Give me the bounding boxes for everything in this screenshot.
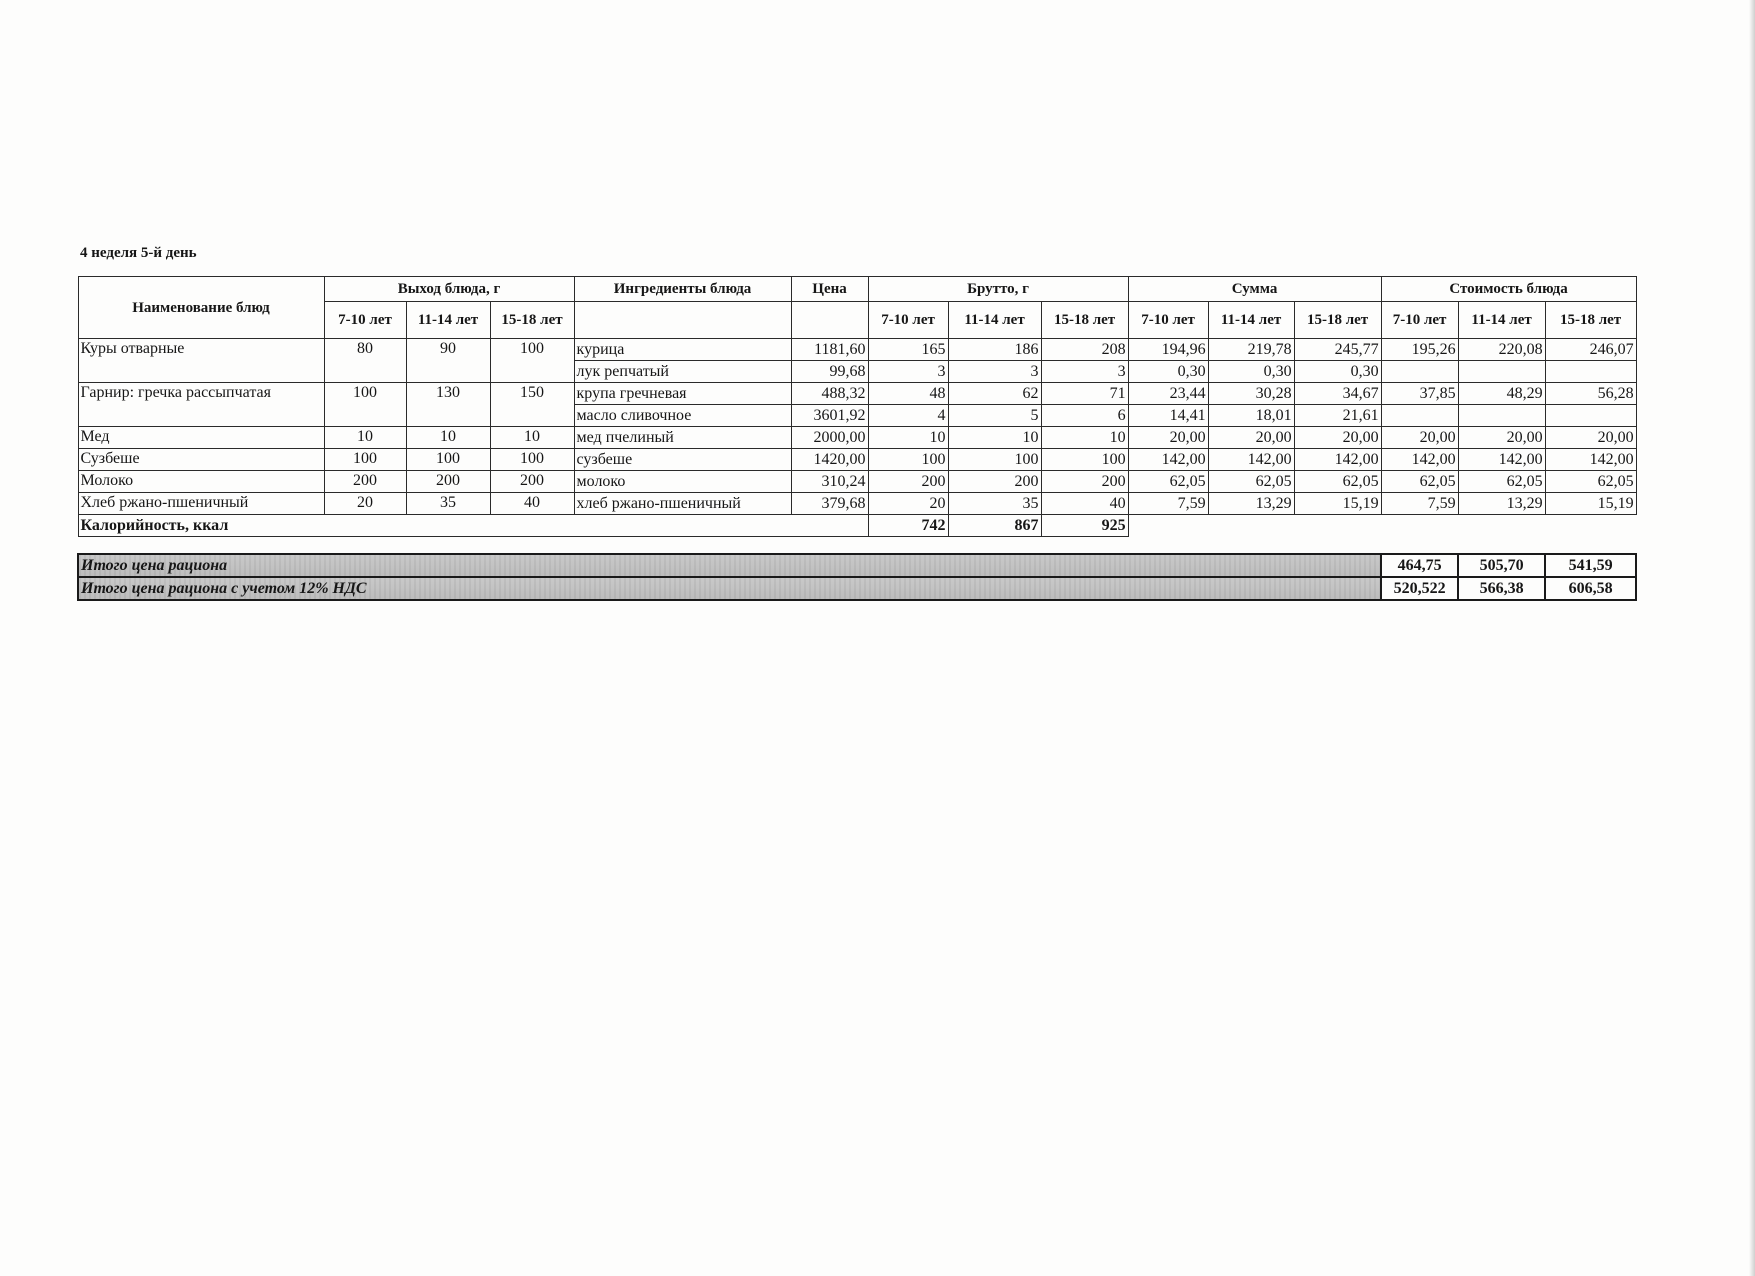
- output-cell: 200: [324, 471, 406, 493]
- sum-cell: 0,30: [1208, 361, 1294, 383]
- cost-cell: 13,29: [1458, 493, 1545, 515]
- brutto-cell: 3: [868, 361, 948, 383]
- header-age-cost: 7-10 лет: [1381, 302, 1458, 339]
- sum-cell: 194,96: [1128, 339, 1208, 361]
- cost-cell: 220,08: [1458, 339, 1545, 361]
- brutto-cell: 71: [1041, 383, 1128, 405]
- output-cell: 10: [324, 427, 406, 449]
- output-cell: 20: [324, 493, 406, 515]
- brutto-cell: 62: [948, 383, 1041, 405]
- header-brutto: Брутто, г: [868, 277, 1128, 302]
- cost-cell: 142,00: [1381, 449, 1458, 471]
- price-cell: 99,68: [791, 361, 868, 383]
- header-dish-cost: Стоимость блюда: [1381, 277, 1636, 302]
- sum-cell: 21,61: [1294, 405, 1381, 427]
- output-cell: 10: [490, 427, 574, 449]
- sum-cell: 15,19: [1294, 493, 1381, 515]
- sum-cell: 142,00: [1208, 449, 1294, 471]
- total-value: 464,75: [1381, 554, 1458, 577]
- header-age-output: 7-10 лет: [324, 302, 406, 339]
- header-age-brutto: 15-18 лет: [1041, 302, 1128, 339]
- output-cell: 200: [490, 471, 574, 493]
- brutto-cell: 10: [1041, 427, 1128, 449]
- sum-cell: 14,41: [1128, 405, 1208, 427]
- total-value: 606,58: [1545, 577, 1636, 600]
- brutto-cell: 100: [868, 449, 948, 471]
- calories-value: 925: [1041, 515, 1128, 537]
- cost-cell: 62,05: [1458, 471, 1545, 493]
- sum-cell: 20,00: [1128, 427, 1208, 449]
- output-cell: 200: [406, 471, 490, 493]
- table-row: [78, 449, 1636, 471]
- table-row: [78, 493, 1636, 515]
- header-ingredients-blank: [574, 302, 791, 339]
- sum-cell: 34,67: [1294, 383, 1381, 405]
- sum-cell: 13,29: [1208, 493, 1294, 515]
- cost-cell: [1545, 361, 1636, 383]
- header-age-brutto: 7-10 лет: [868, 302, 948, 339]
- cost-cell: 20,00: [1545, 427, 1636, 449]
- table-row: [78, 339, 1636, 361]
- sum-cell: 23,44: [1128, 383, 1208, 405]
- header-price: Цена: [791, 277, 868, 302]
- cost-cell: 62,05: [1381, 471, 1458, 493]
- brutto-cell: 100: [1041, 449, 1128, 471]
- total-row: [78, 554, 1636, 577]
- header-age-output: 15-18 лет: [490, 302, 574, 339]
- header-row-groups: [78, 277, 1636, 302]
- ingredient-cell: курица: [574, 339, 791, 361]
- cost-cell: 142,00: [1545, 449, 1636, 471]
- sum-cell: 62,05: [1208, 471, 1294, 493]
- total-label: Итого цена рациона с учетом 12% НДС: [78, 577, 1381, 600]
- sum-cell: 20,00: [1294, 427, 1381, 449]
- output-cell: 100: [406, 449, 490, 471]
- header-age-sum: 11-14 лет: [1208, 302, 1294, 339]
- cost-cell: 20,00: [1458, 427, 1545, 449]
- cost-cell: 56,28: [1545, 383, 1636, 405]
- dish-name-cell: Хлеб ржано-пшеничный: [78, 493, 324, 515]
- brutto-cell: 40: [1041, 493, 1128, 515]
- spacer-cell: [78, 537, 1636, 555]
- output-cell: 100: [324, 383, 406, 427]
- cost-cell: 142,00: [1458, 449, 1545, 471]
- brutto-cell: 10: [948, 427, 1041, 449]
- calories-value: 742: [868, 515, 948, 537]
- output-cell: 100: [490, 449, 574, 471]
- cost-cell: 62,05: [1545, 471, 1636, 493]
- brutto-cell: 48: [868, 383, 948, 405]
- table-row: [78, 383, 1636, 405]
- brutto-cell: 165: [868, 339, 948, 361]
- ingredient-cell: хлеб ржано-пшеничный: [574, 493, 791, 515]
- price-cell: 1181,60: [791, 339, 868, 361]
- price-cell: 2000,00: [791, 427, 868, 449]
- dish-name-cell: Гарнир: гречка рассыпчатая: [78, 383, 324, 427]
- header-age-sum: 7-10 лет: [1128, 302, 1208, 339]
- brutto-cell: 35: [948, 493, 1041, 515]
- output-cell: 100: [324, 449, 406, 471]
- scan-edge-shadow: [1749, 0, 1755, 1276]
- output-cell: 150: [490, 383, 574, 427]
- table-row: [78, 427, 1636, 449]
- sum-cell: 18,01: [1208, 405, 1294, 427]
- ingredient-cell: мед пчелиный: [574, 427, 791, 449]
- brutto-cell: 5: [948, 405, 1041, 427]
- header-age-sum: 15-18 лет: [1294, 302, 1381, 339]
- output-cell: 130: [406, 383, 490, 427]
- sum-cell: 219,78: [1208, 339, 1294, 361]
- brutto-cell: 3: [948, 361, 1041, 383]
- price-cell: 3601,92: [791, 405, 868, 427]
- header-dish-name: Наименование блюд: [78, 277, 324, 339]
- output-cell: 40: [490, 493, 574, 515]
- header-age-cost: 15-18 лет: [1545, 302, 1636, 339]
- cost-cell: 195,26: [1381, 339, 1458, 361]
- output-cell: 80: [324, 339, 406, 383]
- header-age-output: 11-14 лет: [406, 302, 490, 339]
- price-cell: 488,32: [791, 383, 868, 405]
- dish-name-cell: Мед: [78, 427, 324, 449]
- price-cell: 379,68: [791, 493, 868, 515]
- dish-name-cell: Куры отварные: [78, 339, 324, 383]
- output-cell: 10: [406, 427, 490, 449]
- cost-cell: 15,19: [1545, 493, 1636, 515]
- dish-name-cell: Молоко: [78, 471, 324, 493]
- total-value: 520,522: [1381, 577, 1458, 600]
- brutto-cell: 200: [948, 471, 1041, 493]
- header-price-blank: [791, 302, 868, 339]
- cost-cell: 48,29: [1458, 383, 1545, 405]
- output-cell: 90: [406, 339, 490, 383]
- sum-cell: 62,05: [1128, 471, 1208, 493]
- cost-cell: [1458, 405, 1545, 427]
- total-value: 566,38: [1458, 577, 1545, 600]
- brutto-cell: 10: [868, 427, 948, 449]
- ingredient-cell: сузбеше: [574, 449, 791, 471]
- brutto-cell: 3: [1041, 361, 1128, 383]
- cost-cell: 20,00: [1381, 427, 1458, 449]
- brutto-cell: 4: [868, 405, 948, 427]
- ingredient-cell: крупа гречневая: [574, 383, 791, 405]
- calories-label: Калорийность, ккал: [78, 515, 868, 537]
- calories-row: [78, 515, 1636, 537]
- price-cell: 1420,00: [791, 449, 868, 471]
- brutto-cell: 200: [1041, 471, 1128, 493]
- header-sum: Сумма: [1128, 277, 1381, 302]
- brutto-cell: 6: [1041, 405, 1128, 427]
- header-age-brutto: 11-14 лет: [948, 302, 1041, 339]
- cost-cell: 246,07: [1545, 339, 1636, 361]
- sum-cell: 245,77: [1294, 339, 1381, 361]
- ingredient-cell: лук репчатый: [574, 361, 791, 383]
- brutto-cell: 208: [1041, 339, 1128, 361]
- total-label: Итого цена рациона: [78, 554, 1381, 577]
- output-cell: 100: [490, 339, 574, 383]
- sum-cell: 30,28: [1208, 383, 1294, 405]
- brutto-cell: 100: [948, 449, 1041, 471]
- ingredient-cell: масло сливочное: [574, 405, 791, 427]
- output-cell: 35: [406, 493, 490, 515]
- spacer-row: [78, 537, 1636, 555]
- sum-cell: 0,30: [1128, 361, 1208, 383]
- brutto-cell: 200: [868, 471, 948, 493]
- page-title: 4 неделя 5-й день: [80, 245, 197, 261]
- ingredient-cell: молоко: [574, 471, 791, 493]
- cost-cell: [1381, 361, 1458, 383]
- cost-cell: [1381, 405, 1458, 427]
- header-age-cost: 11-14 лет: [1458, 302, 1545, 339]
- total-row: [78, 577, 1636, 600]
- total-value: 541,59: [1545, 554, 1636, 577]
- sum-cell: 7,59: [1128, 493, 1208, 515]
- price-cell: 310,24: [791, 471, 868, 493]
- cost-cell: 37,85: [1381, 383, 1458, 405]
- header-ingredients: Ингредиенты блюда: [574, 277, 791, 302]
- brutto-cell: 186: [948, 339, 1041, 361]
- sum-cell: 142,00: [1128, 449, 1208, 471]
- brutto-cell: 20: [868, 493, 948, 515]
- cost-cell: [1545, 405, 1636, 427]
- menu-table: [77, 276, 1637, 601]
- total-value: 505,70: [1458, 554, 1545, 577]
- sum-cell: 62,05: [1294, 471, 1381, 493]
- cost-cell: 7,59: [1381, 493, 1458, 515]
- table-row: [78, 471, 1636, 493]
- sum-cell: 20,00: [1208, 427, 1294, 449]
- sum-cell: 142,00: [1294, 449, 1381, 471]
- dish-name-cell: Сузбеше: [78, 449, 324, 471]
- calories-value: 867: [948, 515, 1041, 537]
- cost-cell: [1458, 361, 1545, 383]
- header-output: Выход блюда, г: [324, 277, 574, 302]
- sum-cell: 0,30: [1294, 361, 1381, 383]
